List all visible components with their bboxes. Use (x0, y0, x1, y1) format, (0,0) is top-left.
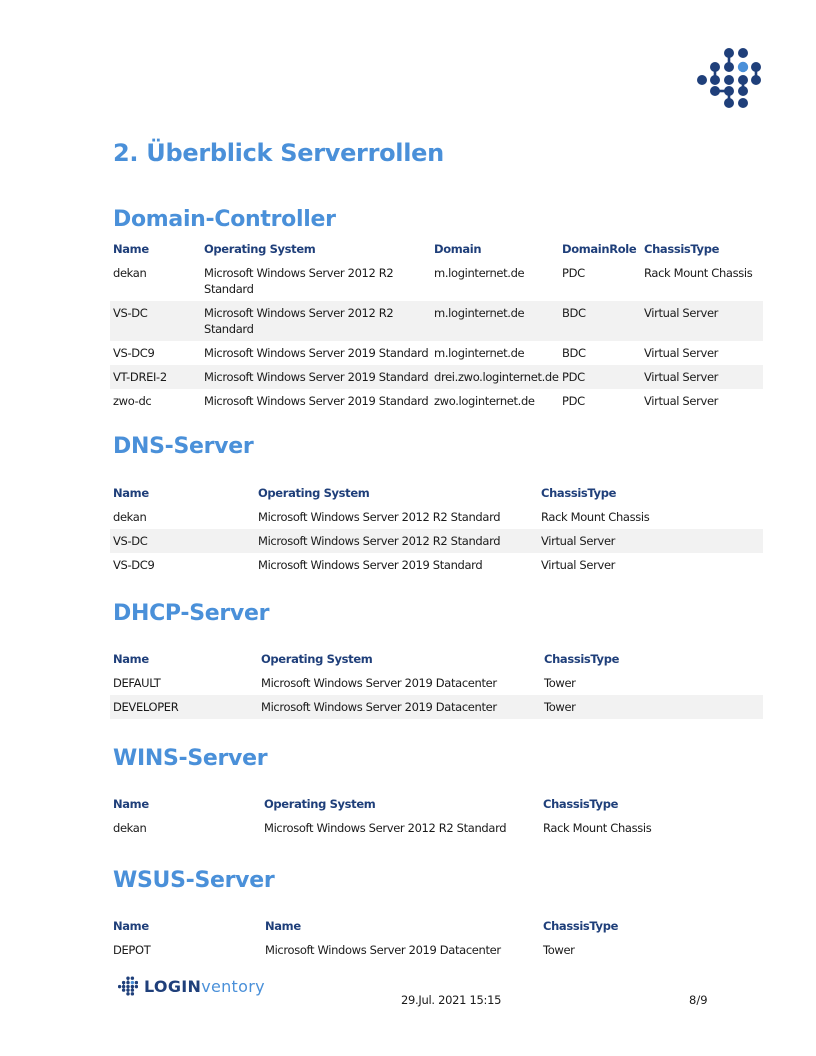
cell-operating-system: Microsoft Windows Server 2019 Standard (204, 394, 429, 408)
column-header-domain: Domain (434, 242, 482, 256)
cell-name: VS-DC (110, 301, 201, 341)
page-number: 8/9 (689, 993, 708, 1007)
cell-domain: zwo.loginternet.de (434, 394, 535, 408)
cell-name: DEPOT (113, 943, 151, 957)
wsus-server-table (110, 915, 763, 962)
cell-domain-role: BDC (559, 301, 641, 341)
cell-operating-system: Microsoft Windows Server 2019 Datacenter (265, 943, 501, 957)
brand-name-part2: ventory (201, 976, 265, 996)
cell-chassis-type: Rack Mount Chassis (541, 510, 650, 524)
footer-brand (118, 976, 265, 996)
table-row (110, 671, 763, 695)
cell-chassis-type: Virtual Server (541, 558, 616, 572)
cell-name: zwo-dc (113, 394, 152, 408)
brand-logo-icon (118, 976, 138, 996)
cell-operating-system: Microsoft Windows Server 2019 Standard (204, 346, 429, 360)
table-row (110, 365, 763, 389)
cell-name: dekan (113, 821, 147, 835)
dhcp-server-table (110, 648, 763, 719)
column-header-chassis-type: ChassisType (541, 486, 617, 500)
column-header-chassis-type: ChassisType (543, 919, 619, 933)
brand-name-part1: LOGIN (144, 976, 202, 996)
column-header-operating-system: Operating System (204, 242, 316, 256)
wins-server-table (110, 793, 763, 840)
column-header-name: Name (113, 486, 149, 500)
table-row (110, 505, 763, 529)
table-row (110, 816, 763, 840)
column-header-name-2: Name (265, 919, 301, 933)
cell-name: DEVELOPER (110, 695, 258, 719)
table-header-row (110, 915, 763, 938)
column-header-name: Name (113, 242, 149, 256)
column-header-chassis-type: ChassisType (543, 797, 619, 811)
cell-operating-system: Microsoft Windows Server 2019 Datacenter (261, 676, 497, 690)
column-header-operating-system: Operating System (258, 486, 370, 500)
cell-operating-system: Microsoft Windows Server 2012 R2 Standard (264, 821, 507, 835)
table-header-row (110, 648, 763, 671)
dns-server-table (110, 482, 763, 577)
table-row (110, 341, 763, 365)
footer-date: 29.Jul. 2021 15:15 (401, 993, 502, 1007)
cell-operating-system: Microsoft Windows Server 2012 R2 Standard (255, 529, 538, 553)
section-title-wsus-server: WSUS-Server (113, 868, 275, 893)
cell-chassis-type: Virtual Server (644, 394, 719, 408)
cell-name: VS-DC9 (113, 346, 155, 360)
cell-name: dekan (113, 510, 147, 524)
cell-domain-role: PDC (559, 365, 641, 389)
column-header-chassis-type: ChassisType (644, 242, 720, 256)
page-title: 2. Überblick Serverrollen (113, 139, 444, 167)
cell-domain-role: BDC (562, 346, 586, 360)
section-title-domain-controller: Domain-Controller (113, 207, 336, 232)
cell-chassis-type: Virtual Server (538, 529, 763, 553)
cell-chassis-type: Tower (543, 943, 575, 957)
cell-domain: drei.zwo.loginternet.de (431, 365, 559, 389)
cell-name: VT-DREI-2 (110, 365, 201, 389)
cell-chassis-type: Tower (541, 695, 763, 719)
cell-chassis-type: Virtual Server (641, 301, 763, 341)
table-row (110, 389, 763, 413)
section-title-wins-server: WINS-Server (113, 746, 268, 771)
cell-name: DEFAULT (113, 676, 161, 690)
cell-name: dekan (113, 266, 147, 280)
column-header-name: Name (113, 652, 149, 666)
table-row (110, 695, 763, 719)
cell-operating-system: Microsoft Windows Server 2019 Standard (258, 558, 483, 572)
cell-domain-role: PDC (562, 266, 585, 280)
cell-chassis-type: Rack Mount Chassis (644, 266, 753, 280)
column-header-domain-role: DomainRole (562, 242, 637, 256)
brand-name (144, 977, 265, 996)
cell-chassis-type: Rack Mount Chassis (543, 821, 652, 835)
cell-domain-role: PDC (562, 394, 585, 408)
table-header-row (110, 793, 763, 816)
column-header-operating-system: Operating System (264, 797, 376, 811)
cell-operating-system: Microsoft Windows Server 2019 Standard (201, 365, 431, 389)
cell-operating-system: Microsoft Windows Server 2019 Datacenter (258, 695, 541, 719)
company-logo-icon (697, 46, 761, 110)
table-row (110, 938, 763, 962)
cell-domain: m.loginternet.de (434, 266, 525, 280)
table-row (110, 261, 763, 301)
cell-operating-system: Microsoft Windows Server 2012 R2 Standard (204, 266, 394, 296)
column-header-chassis-type: ChassisType (544, 652, 620, 666)
section-title-dns-server: DNS-Server (113, 434, 254, 459)
column-header-name: Name (113, 797, 149, 811)
cell-chassis-type: Virtual Server (644, 346, 719, 360)
cell-operating-system: Microsoft Windows Server 2012 R2 Standard (258, 510, 501, 524)
table-row (110, 553, 763, 577)
cell-operating-system: Microsoft Windows Server 2012 R2 Standard (201, 301, 431, 341)
cell-name: VS-DC9 (113, 558, 155, 572)
cell-domain: m.loginternet.de (434, 346, 525, 360)
cell-domain: m.loginternet.de (431, 301, 559, 341)
cell-name: VS-DC (110, 529, 255, 553)
table-header-row (110, 238, 763, 261)
table-row (110, 301, 763, 341)
section-title-dhcp-server: DHCP-Server (113, 601, 270, 626)
domain-controller-table (110, 238, 763, 413)
table-row (110, 529, 763, 553)
table-header-row (110, 482, 763, 505)
column-header-operating-system: Operating System (261, 652, 373, 666)
column-header-name: Name (113, 919, 149, 933)
cell-chassis-type: Tower (544, 676, 576, 690)
cell-chassis-type: Virtual Server (641, 365, 763, 389)
